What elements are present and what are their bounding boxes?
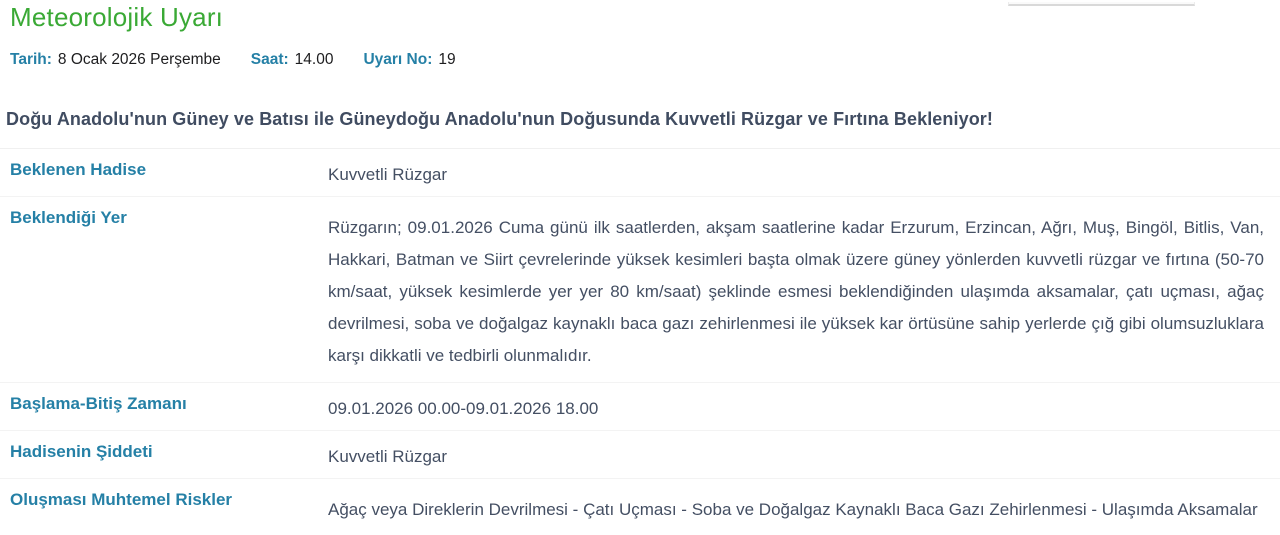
partial-input-fragment[interactable]	[1008, 2, 1195, 6]
detail-label: Başlama-Bitiş Zamanı	[10, 394, 187, 413]
detail-row-start-end-time	[0, 382, 1280, 430]
detail-label: Beklenen Hadise	[10, 160, 147, 179]
detail-row-expected-location	[0, 196, 1280, 382]
detail-label: Oluşması Muhtemel Riskler	[10, 490, 233, 509]
detail-value: Kuvvetli Rüzgar	[328, 447, 448, 466]
meta-row	[10, 51, 1280, 69]
page-title: Meteorolojik Uyarı	[10, 2, 224, 32]
detail-row-event-severity	[0, 430, 1280, 478]
date-label: Tarih:	[10, 51, 52, 68]
detail-row-possible-risks	[0, 478, 1280, 535]
meta-warning-no	[363, 51, 455, 69]
date-value: 8 Ocak 2026 Perşembe	[57, 51, 221, 68]
warning-headline: Doğu Anadolu'nun Güney ve Batısı ile Güneydoğu Anadolu'nun Doğusunda Kuvvetli Rüzgar ve Fırtına Bekleniyor!	[6, 109, 994, 129]
meta-time	[251, 51, 334, 69]
detail-row-expected-event	[0, 148, 1280, 196]
detail-label: Beklendiği Yer	[10, 208, 127, 227]
warning-no-value: 19	[438, 51, 456, 68]
detail-value: Rüzgarın; 09.01.2026 Cuma günü ilk saatlerden, akşam saatlerine kadar Erzurum, Erzincan, Ağrı, Muş, Bingöl, Bitlis, Van, Hakkari, Batman ve Siirt çevrelerinde yüksek kesimleri başta olmak üzere güney yönlerden kuvvetli rüzgar ve fırtına (50-70 km/saat, yüksek kesimlerde yer yer 80 km/saat) şeklinde esmesi beklendiğinden ulaşımda aksamalar, çatı uçması, ağaç devrilmesi, soba ve doğalgaz kaynaklı baca gazı zehirlenmesi ile yüksek kar örtüsüne sahip yerlerde çığ gibi olumsuzluklara karşı dikkatli ve tedbirli olunmalıdır.	[328, 218, 1264, 365]
detail-value: 09.01.2026 00.00-09.01.2026 18.00	[328, 399, 599, 418]
detail-label: Hadisenin Şiddeti	[10, 442, 153, 461]
detail-value: Ağaç veya Direklerin Devrilmesi - Çatı Uçması - Soba ve Doğalgaz Kaynaklı Baca Gazı Zehirlenmesi - Ulaşımda Aksamalar	[328, 500, 1258, 519]
meta-date	[10, 51, 221, 69]
details-table	[0, 148, 1280, 535]
warning-page	[0, 2, 1280, 535]
time-value: 14.00	[294, 51, 334, 68]
warning-no-label: Uyarı No:	[363, 51, 433, 68]
time-label: Saat:	[250, 51, 289, 68]
detail-value: Kuvvetli Rüzgar	[328, 165, 448, 184]
